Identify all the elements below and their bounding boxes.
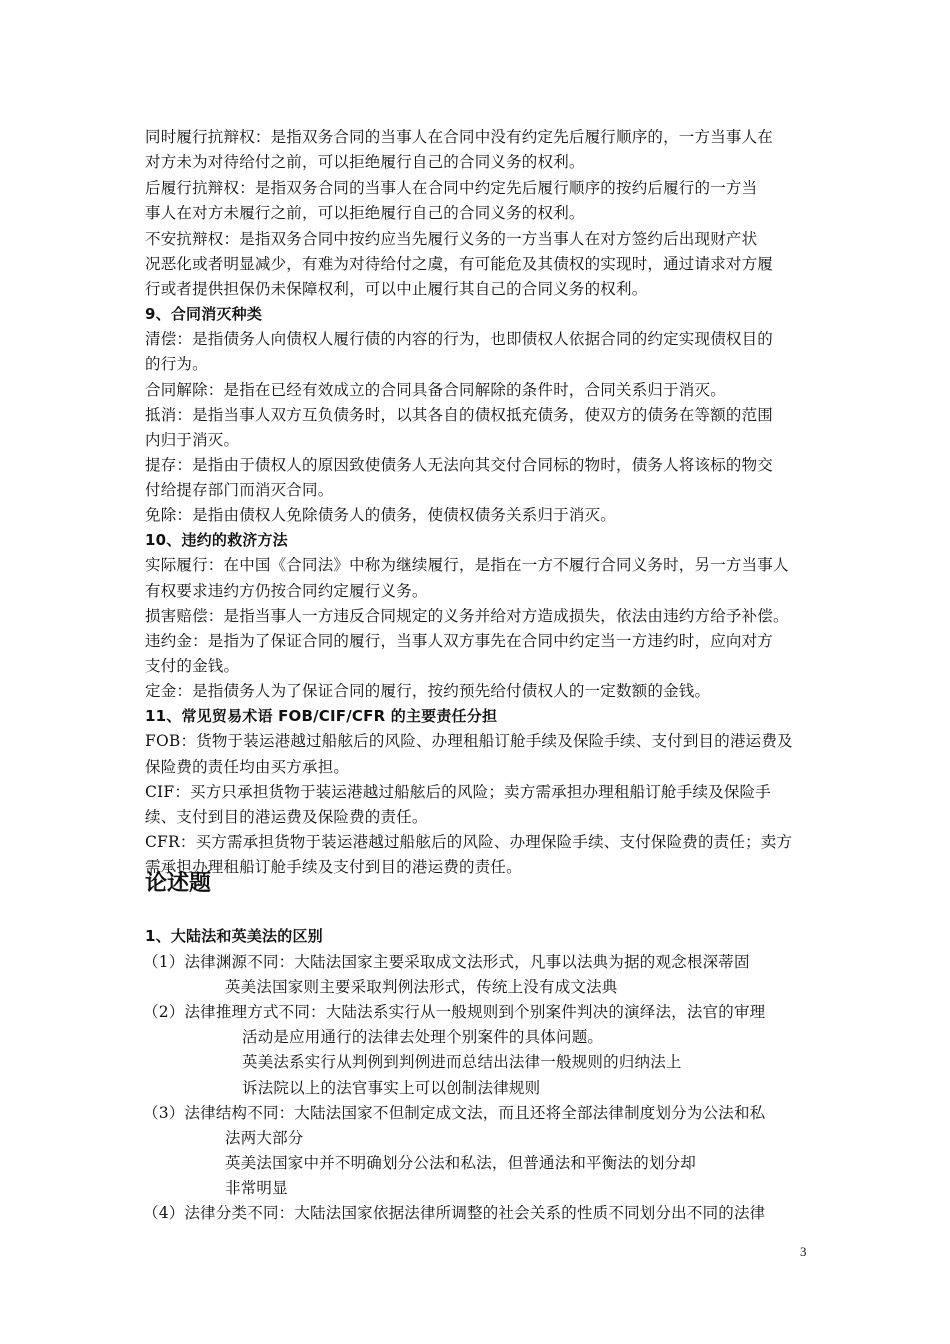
text-line: 保险费的责任均由买方承担。	[145, 758, 350, 776]
text-line: （2）法律推理方式不同：大陆法系实行从一般规则到个别案件判决的演绎法，法官的审理	[143, 1003, 766, 1021]
text-line: （3）法律结构不同：大陆法国家不但制定成文法，而且还将全部法律制度划分为公法和私	[143, 1104, 766, 1122]
section-title: 11、常见贸易术语 FOB/CIF/CFR 的主要责任分担	[145, 707, 498, 725]
text-line: （1）法律渊源不同：大陆法国家主要采取成文法形式，凡事以法典为据的观念根深蒂固	[143, 953, 750, 971]
text-line: （4）法律分类不同：大陆法国家依据法律所调整的社会关系的性质不同划分出不同的法律	[143, 1204, 766, 1222]
text-line: CIF：买方只承担货物于装运港越过船舷后的风险；卖方需承担办理租船订舱手续及保险手	[145, 783, 771, 801]
question-title: 1、大陆法和英美法的区别	[145, 927, 323, 945]
text-line: 况恶化或者明显减少，有难为对待给付之虞，有可能危及其债权的实现时，通过请求对方履	[145, 255, 774, 273]
essay-heading: 论述题	[145, 871, 212, 896]
text-line: 英美法国家中并不明确划分公法和私法，但普通法和平衡法的划分却	[225, 1154, 697, 1172]
text-line: 事人在对方未履行之前，可以拒绝履行自己的合同义务的权利。	[145, 204, 585, 222]
section-title: 10、违约的救济方法	[145, 531, 288, 549]
text-line: 后履行抗辩权：是指双务合同的当事人在合同中约定先后履行顺序的按约后履行的一方当	[145, 179, 758, 197]
text-line: 的行为。	[145, 355, 208, 373]
text-line: 不安抗辩权：是指双务合同中按约应当先履行义务的一方当事人在对方签约后出现财产状	[145, 230, 758, 248]
text-line: 非常明显	[225, 1179, 288, 1197]
text-line: 对方未为对待给付之前，可以拒绝履行自己的合同义务的权利。	[145, 153, 585, 171]
text-line: 合同解除：是指在已经有效成立的合同具备合同解除的条件时，合同关系归于消灭。	[145, 381, 726, 399]
section-title: 9、合同消灭种类	[145, 305, 263, 323]
text-line: 续、支付到目的港运费及保险费的责任。	[145, 808, 428, 826]
text-line: FOB：货物于装运港越过船舷后的风险、办理租船订舱手续及保险手续、支付到目的港运费及	[145, 732, 793, 750]
page-number: 3	[800, 1244, 807, 1259]
text-line: 损害赔偿：是指当事人一方违反合同规定的义务并给对方造成损失，依法由违约方给予补偿。	[145, 607, 789, 625]
text-line: 有权要求违约方仍按合同约定履行义务。	[145, 582, 428, 600]
text-line: CFR：买方需承担货物于装运港越过船舷后的风险、办理保险手续、支付保险费的责任；卖方	[145, 833, 793, 851]
text-line: 需承担办理租船订舱手续及支付到目的港运费的责任。	[145, 858, 522, 876]
text-line: 付给提存部门而消灭合同。	[145, 481, 334, 499]
text-line: 定金：是指债务人为了保证合同的履行，按约预先给付债权人的一定数额的金钱。	[145, 682, 711, 700]
text-line: 英美法系实行从判例到判例进而总结出法律一般规则的归纳法上	[242, 1053, 682, 1071]
text-line: 活动是应用通行的法律去处理个别案件的具体问题。	[242, 1028, 604, 1046]
text-line: 英美法国家则主要采取判例法形式，传统上没有成文法典	[225, 978, 618, 996]
text-line: 内归于消灭。	[145, 431, 240, 449]
text-line: 违约金：是指为了保证合同的履行，当事人双方事先在合同中约定当一方违约时，应向对方	[145, 632, 774, 650]
text-line: 同时履行抗辩权：是指双务合同的当事人在合同中没有约定先后履行顺序的，一方当事人在	[145, 128, 774, 146]
text-line: 免除：是指由债权人免除债务人的债务，使债权债务关系归于消灭。	[145, 506, 617, 524]
text-line: 抵消：是指当事人双方互负债务时，以其各自的债权抵充债务，使双方的债务在等额的范围	[145, 406, 774, 424]
text-line: 诉法院以上的法官事实上可以创制法律规则	[242, 1079, 541, 1097]
text-line: 提存：是指由于债权人的原因致使债务人无法向其交付合同标的物时，债务人将该标的物交	[145, 456, 774, 474]
text-line: 清偿：是指债务人向债权人履行债的内容的行为，也即债权人依据合同的约定实现债权目的	[145, 330, 774, 348]
text-line: 实际履行：在中国《合同法》中称为继续履行，是指在一方不履行合同义务时，另一方当事人	[145, 556, 789, 574]
text-line: 支付的金钱。	[145, 657, 240, 675]
text-line: 法两大部分	[225, 1129, 304, 1147]
text-line: 行或者提供担保仍未保障权利，可以中止履行其自己的合同义务的权利。	[145, 280, 648, 298]
